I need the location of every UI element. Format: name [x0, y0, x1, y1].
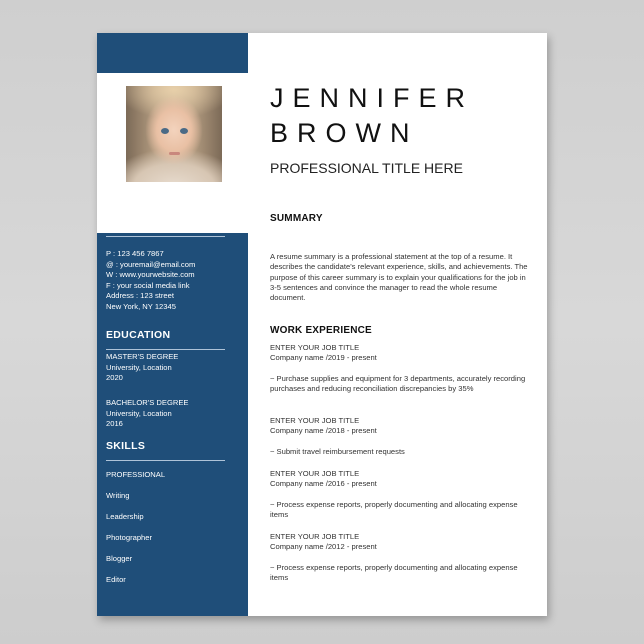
- work-experience-heading: WORK EXPERIENCE: [270, 325, 372, 336]
- photo-eye-right: [180, 128, 188, 134]
- last-name: BROWN: [270, 118, 419, 148]
- first-name: JENNIFER: [270, 83, 475, 113]
- education-year: 2016: [106, 419, 123, 428]
- skill-item: Writing: [106, 491, 130, 500]
- education-school: University, Location: [106, 362, 172, 372]
- education-item: [106, 398, 188, 430]
- professional-title: PROFESSIONAL TITLE HERE: [270, 160, 463, 176]
- education-school: University, Location: [106, 408, 172, 418]
- skills-divider: [106, 460, 225, 461]
- job-entry: [270, 343, 532, 394]
- education-item: [106, 352, 178, 384]
- contact-phone: P : 123 456 7867: [106, 249, 164, 258]
- contact-address-line-2: New York, NY 12345: [106, 301, 176, 311]
- contact-website: W : www.yourwebsite.com: [106, 270, 195, 279]
- summary-heading: SUMMARY: [270, 213, 323, 224]
- education-divider: [106, 349, 225, 350]
- education-heading: EDUCATION: [106, 329, 171, 341]
- photo-mouth: [169, 152, 180, 155]
- skills-heading: SKILLS: [106, 440, 146, 452]
- profile-photo: [126, 86, 222, 182]
- education-year: 2020: [106, 373, 123, 382]
- job-description: ~ Process expense reports, properly documenting and allocating expense items: [270, 499, 518, 519]
- contact-heading: CONTACT: [106, 216, 159, 228]
- job-company: Company name /2019 - present: [270, 353, 377, 363]
- skill-item: PROFESSIONAL: [106, 470, 166, 479]
- contact-address-line-1: Address : 123 street: [106, 291, 174, 300]
- job-description: ~ Purchase supplies and equipment for 3 departments, accurately recording purchases and reducing reconciliation discrepancies by 35%: [270, 373, 526, 393]
- sidebar: [97, 33, 248, 616]
- skill-item: Editor: [106, 575, 126, 584]
- summary-text: A resume summary is a professional statement at the top of a resume. It describes the candidate's relevant experience, skills, and achievements. The purpose of this career summary is to explain your qualifications for the job in 3-5 sentences and convince the manager to read the whole resume document.: [270, 252, 528, 303]
- job-company: Company name /2018 - present: [270, 426, 377, 436]
- skill-item: Photographer: [106, 533, 153, 542]
- job-company: Company name /2016 - present: [270, 479, 377, 489]
- job-entry: [270, 469, 532, 520]
- job-description: ~ Submit travel reimbursement requests: [270, 446, 405, 456]
- photo-eye-left: [161, 128, 169, 134]
- job-entry: [270, 416, 532, 457]
- skill-item: Blogger: [106, 554, 133, 563]
- resume-poster: [97, 33, 547, 616]
- contact-details: [106, 249, 195, 312]
- education-degree: BACHELOR'S DEGREE: [106, 398, 189, 407]
- job-entry: [270, 532, 532, 583]
- contact-social: F : your social media link: [106, 280, 190, 290]
- skill-item: Leadership: [106, 512, 144, 521]
- job-company: Company name /2012 - present: [270, 542, 377, 552]
- job-title: ENTER YOUR JOB TITLE: [270, 416, 360, 425]
- education-degree: MASTER'S DEGREE: [106, 352, 179, 361]
- contact-email: @ : youremail@email.com: [106, 259, 196, 269]
- job-description: ~ Process expense reports, properly documenting and allocating expense items: [270, 562, 518, 582]
- job-title: ENTER YOUR JOB TITLE: [270, 532, 360, 541]
- job-title: ENTER YOUR JOB TITLE: [270, 469, 360, 478]
- main-content: [248, 33, 547, 616]
- contact-divider: [106, 236, 225, 237]
- job-title: ENTER YOUR JOB TITLE: [270, 343, 360, 352]
